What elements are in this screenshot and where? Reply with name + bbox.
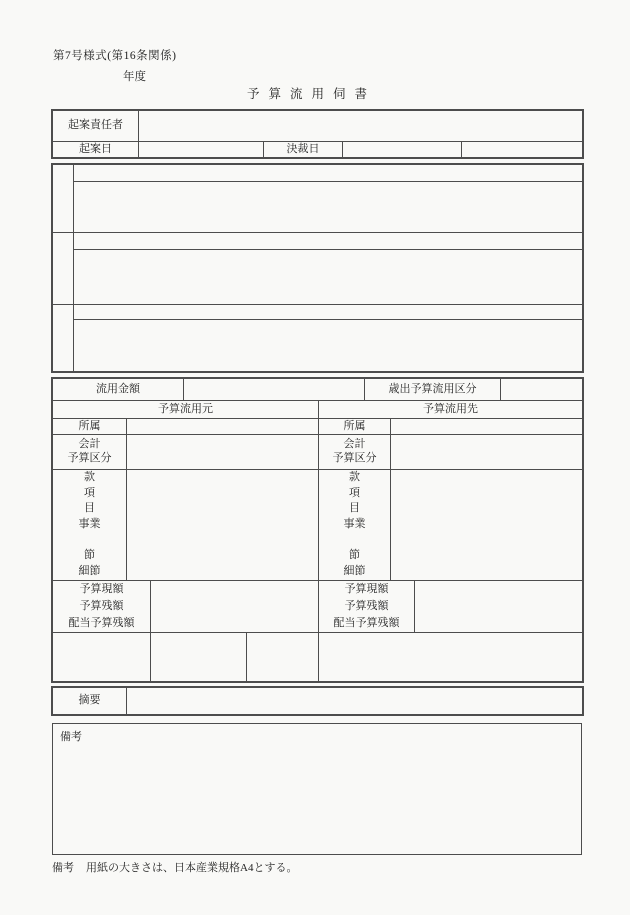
budget-item-label	[319, 533, 390, 549]
source-amounts-value-cell	[151, 580, 319, 632]
summary-value-cell	[127, 688, 583, 715]
destination-budget-items-label-cell	[319, 470, 391, 581]
approval-table	[52, 110, 583, 158]
decision-date-label-cell: 決裁日	[264, 142, 343, 158]
statement-row-3-index-cell	[53, 305, 74, 372]
amount-item-label: 予算現額	[344, 582, 389, 595]
summary-label-cell: 摘要	[53, 688, 127, 715]
bottom-blank-cell-2	[151, 632, 247, 681]
form-number: 第7号様式(第16条関係)	[53, 50, 177, 62]
fiscal-year-label: 年度	[123, 71, 146, 83]
decision-date-value-cell-2	[462, 142, 583, 158]
statement-row-3-title-strip	[74, 305, 583, 320]
diversion-table	[52, 378, 583, 682]
account-label: 会計	[343, 438, 366, 451]
source-account-value-cell	[127, 435, 319, 470]
footnote-text: 用紙の大きさは、日本産業規格A4とする。	[86, 862, 298, 874]
statement-row-2-content-cell	[74, 250, 583, 305]
budget-division-label: 予算区分	[67, 452, 112, 464]
statement-table	[52, 164, 583, 372]
statement-row-1-title-strip	[74, 165, 583, 182]
destination-amounts-label-cell	[319, 580, 415, 632]
source-budget-items-value-cell	[127, 470, 319, 581]
statement-row-2-index-cell	[53, 233, 74, 305]
draft-date-value-cell	[139, 142, 264, 158]
source-affiliation-label-cell: 所属	[53, 419, 127, 435]
source-amounts-label-cell	[53, 580, 151, 632]
diversion-amount-label-cell: 流用金額	[53, 379, 184, 401]
decision-date-value-cell-1	[343, 142, 462, 158]
budget-item-label: 款	[349, 471, 360, 483]
draft-date-label-cell: 起案日	[53, 142, 139, 158]
budget-item-label: 項	[84, 486, 95, 499]
statement-row-3-content-cell	[74, 320, 583, 372]
page-title: 予算流用伺書	[246, 87, 376, 101]
statement-row-1-index-cell	[53, 165, 74, 233]
bottom-blank-cell-3	[247, 632, 319, 681]
amount-item-label: 予算残額	[79, 599, 124, 612]
destination-budget-items-value-cell	[391, 470, 583, 581]
destination-header-cell: 予算流用先	[319, 401, 583, 419]
summary-table	[52, 687, 583, 715]
destination-affiliation-label-cell: 所属	[319, 419, 391, 435]
destination-account-label-cell	[319, 435, 391, 470]
expenditure-category-value-cell	[501, 379, 583, 401]
statement-row-2-title-strip	[74, 233, 583, 250]
budget-item-label: 項	[349, 486, 360, 499]
budget-item-label: 事業	[343, 518, 366, 531]
budget-item-label: 目	[84, 502, 95, 515]
bottom-blank-cell-1	[53, 632, 151, 681]
amount-item-label: 予算残額	[344, 599, 389, 612]
destination-amounts-value-cell	[415, 580, 583, 632]
destination-account-value-cell	[391, 435, 583, 470]
source-budget-items-label-cell	[53, 470, 127, 581]
budget-item-label: 節	[349, 549, 360, 562]
budget-item-label: 款	[84, 471, 95, 483]
drafter-label-cell: 起案責任者	[53, 111, 139, 142]
expenditure-category-label-cell: 歳出予算流用区分	[365, 379, 501, 401]
amount-item-label: 予算現額	[79, 582, 124, 595]
amount-item-label: 配当予算残額	[333, 616, 400, 629]
destination-affiliation-value-cell	[391, 419, 583, 435]
budget-item-label: 事業	[78, 518, 101, 531]
footnote	[52, 859, 297, 875]
remarks-box	[52, 723, 582, 855]
budget-item-label: 細節	[343, 565, 366, 578]
source-header-cell: 予算流用元	[53, 401, 319, 419]
footnote-label: 備考	[52, 862, 74, 874]
diversion-amount-value-cell	[184, 379, 365, 401]
remarks-label: 備考	[60, 731, 82, 743]
budget-item-label: 節	[84, 549, 95, 562]
budget-division-label: 予算区分	[332, 452, 377, 464]
budget-item-label: 目	[349, 502, 360, 515]
amount-item-label: 配当予算残額	[68, 616, 135, 629]
source-affiliation-value-cell	[127, 419, 319, 435]
statement-row-1-content-cell	[74, 182, 583, 233]
source-account-label-cell	[53, 435, 127, 470]
drafter-value-cell	[139, 111, 583, 142]
bottom-blank-cell-4	[319, 632, 583, 681]
budget-item-label	[53, 533, 126, 549]
account-label: 会計	[78, 438, 101, 451]
budget-item-label: 細節	[78, 565, 101, 578]
